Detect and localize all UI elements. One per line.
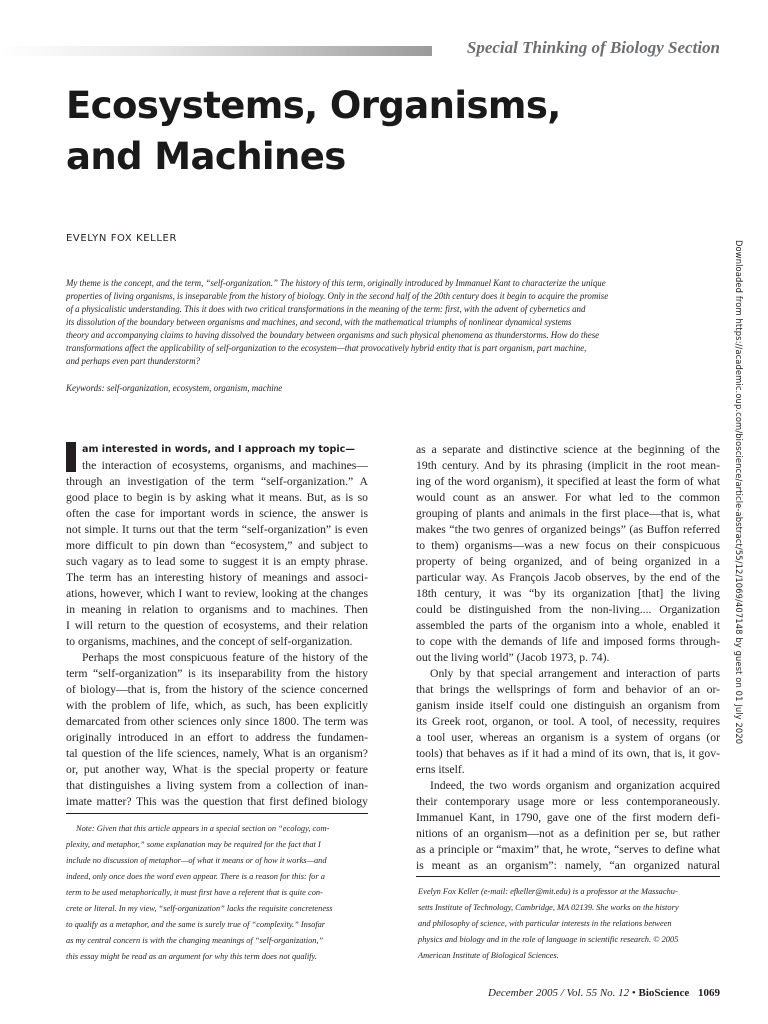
body-line: out the living world” (Jacob 1973, p. 74). — [416, 651, 610, 664]
body-line: to them) organisms—was a new focus on their conspicuous — [416, 539, 720, 552]
body-line: Immanuel Kant, in 1790, gave one of the first modern defi- — [416, 811, 720, 824]
body-line: to organisms, machines, and the concept of self-organization. — [66, 635, 353, 648]
body-line: would count as an answer. For what led to the common — [416, 491, 720, 504]
body-line: particular way. As François Jacob observes, by the end of the — [416, 571, 720, 584]
body-line: makes “the two genres of organized beings” (as Buffon referred — [416, 523, 720, 536]
footnote-line: indeed, only once does the word even appear. There is a reason for this: for a — [66, 872, 325, 881]
body-line: as a separate and distinctive science at the beginning of the — [416, 443, 720, 456]
body-line: often the case for important words in science, the answer is — [66, 507, 368, 520]
download-note: Downloaded from https://academic.oup.com/bioscience/article-abstract/55/12/1069/407148 by guest on 01 July 2020 — [734, 240, 744, 745]
body-line: nitions of an organism—not as a definition per se, but rather — [416, 827, 720, 840]
body-line: originally introduced in an effort to address the fundamen- — [66, 731, 368, 744]
body-line: good place to begin is by asking what it means. But, as is so — [66, 491, 368, 504]
author-bio-line: American Institute of Biological Sciences. — [418, 951, 559, 960]
article-title-line-2: and Machines — [66, 135, 346, 178]
footnote-line: crete or literal. In my view, “self-organization” lacks the requisite concreteness — [66, 904, 333, 913]
author-bio-line: and philosophy of science, with particular interests in the relations between — [418, 919, 672, 928]
body-line: 19th century. And by its phrasing (implicit in the root mean- — [416, 459, 720, 472]
body-line: tools) that behaves as if it had a mind of its own, that is, it gov- — [416, 747, 720, 760]
body-line: that distinguishes a living system from a collection of inan- — [66, 779, 368, 792]
footnote-line: to qualify as a metaphor, and the same is surely true of “complexity.” Insofar — [66, 920, 326, 929]
drop-cap — [66, 442, 76, 472]
body-line: its Greek root, organon, or tool. A tool, of necessity, requires — [416, 715, 720, 728]
footnote-line: Note: Given that this article appears in a special section on “ecology, com- — [76, 824, 330, 833]
body-line: such vagary as to lead some to suggest it is an empty phrase. — [66, 555, 368, 568]
body-line: ganism inside itself could one distinguish an organism from — [416, 699, 720, 712]
page-number: 1069 — [698, 987, 720, 999]
abstract-line: transformations affect the applicability of self-organization to the ecosystem—that provocatively hybrid entity that is part organism, part machine, — [66, 343, 587, 353]
body-line: grouping of plants and animals in the first place—that is, what — [416, 507, 720, 520]
footnote-line: include no discussion of metaphor—of what it means or of how it works—and — [66, 856, 327, 865]
body-line: Indeed, the two words organism and organization acquired — [430, 779, 720, 792]
body-line: assembled the parts of the organism into a whole, enabled it — [416, 619, 720, 632]
body-line: I will return to the question of ecosystems, and their relation — [66, 619, 368, 632]
footer-bullet: • — [631, 987, 636, 999]
body-line: the interaction of ecosystems, organisms, and machines— — [82, 459, 368, 472]
body-line: ations, however, which I want to review, looking at the changes — [66, 587, 368, 600]
body-line: erns itself. — [416, 763, 465, 776]
section-label: Special Thinking of Biology Section — [466, 38, 720, 57]
body-line: to cope with the demands of life and imposed forms through- — [416, 635, 720, 648]
body-line: as a principle or “maxim” that, he wrote, “serves to define what — [416, 843, 720, 856]
body-line: their contemporary usage more or less contemporaneously. — [416, 795, 720, 808]
author-bio-line: setts Institute of Technology, Cambridge, MA 02139. She works on the history — [418, 903, 679, 912]
abstract-line: its dissolution of the boundary between organisms and machines, and second, with the mathematical triumphs of nonlinear dynamical systems — [66, 317, 572, 327]
body-line: property of being organized, and of being organized in a — [416, 555, 720, 568]
body-line: The term has an interesting history of meanings and associ- — [66, 571, 368, 584]
body-line: through an investigation of the term “self-organization.” A — [66, 475, 368, 488]
footnote-line: plexity, and metaphor,” some explanation may be required for the fact that I — [66, 840, 321, 849]
body-line: Only by that special arrangement and interaction of parts — [430, 667, 720, 680]
abstract-line: and perhaps even part thunderstorm? — [66, 356, 200, 366]
body-line: more difficult to pin down than “ecosystem,” and subject to — [66, 539, 368, 552]
footnote-line: as my central concern is with the changing meanings of “self-organization,” — [66, 936, 324, 945]
footer-journal: BioScience — [638, 987, 690, 999]
body-line: not simple. It turns out that the term “self-organization” is even — [66, 523, 368, 536]
abstract-line: My theme is the concept, and the term, “self-organization.” The history of this term, originally introduced by Immanuel Kant to characterize the unique — [66, 278, 606, 288]
body-first-line: am interested in words, and I approach my topic— — [82, 444, 355, 455]
author-bio-rule — [416, 876, 720, 877]
body-line: ing of the word organism), it specified at least the form of what — [416, 475, 720, 488]
footer-issue: December 2005 / Vol. 55 No. 12 — [488, 987, 630, 999]
author-bio-line: physics and biology and in the role of language in scientific research. © 2005 — [418, 935, 679, 944]
body-line: could be distinguished from the non-living.... Organization — [416, 603, 720, 616]
author-bio-line: Evelyn Fox Keller (e-mail: efkeller@mit.edu) is a professor at the Massachu- — [418, 887, 678, 896]
footnote-rule — [66, 813, 368, 814]
body-line: Perhaps the most conspicuous feature of the history of the — [82, 651, 368, 664]
abstract-line: properties of living organisms, is inseparable from the history of biology. Only in the second half of the 20th century does it begin to acquire the promise — [66, 291, 609, 301]
footnote-line: term to be used metaphorically, it must first have a referent that is quite con- — [66, 888, 323, 897]
body-line: a tool user, whereas an organism is a system of organs (or — [416, 731, 720, 744]
abstract-line: of a physicalistic understanding. This it does with two critical transformations in the meaning of the term: first, with the advent of cybernetics and — [66, 304, 586, 314]
body-line: or, put another way, What is the special property or feature — [66, 763, 368, 776]
body-line: term “self-organization” is its inseparability from the history — [66, 667, 368, 680]
body-line: tal question of the life sciences, namely, What is an organism? — [66, 747, 368, 760]
body-line: demarcated from other sciences only since 1800. The term was — [66, 715, 368, 728]
body-line: that brings the wellsprings of form and behavior of an or- — [416, 683, 720, 696]
body-line: in meaning in relation to organisms and to machines. Then — [66, 603, 368, 616]
body-line: imate matter? This was the question that first defined biology — [66, 795, 368, 808]
abstract-line: theory and accompanying claims to having dissolved the boundary between organisms and such physical phenomena as thunderstorms. How do these — [66, 330, 600, 340]
article-title — [66, 80, 686, 182]
keywords: Keywords: self-organization, ecosystem, organism, machine — [66, 383, 283, 393]
header-gradient-bar — [0, 46, 432, 56]
article-author: EVELYN FOX KELLER — [66, 233, 177, 244]
page-footer — [476, 987, 720, 999]
body-line: of biology—that is, from the history of the science concerned — [66, 683, 368, 696]
footnote-line: this essay might be read as an argument for why this term does not qualify. — [66, 952, 317, 961]
body-line: is meant as an organism”: namely, “an organized natural — [416, 859, 720, 872]
article-title-line-1: Ecosystems, Organisms, — [66, 84, 561, 127]
body-line: with the problem of life, which, as such, has been explicitly — [66, 699, 368, 712]
body-line: 18th century, it was “by its organization [that] the living — [416, 587, 720, 600]
